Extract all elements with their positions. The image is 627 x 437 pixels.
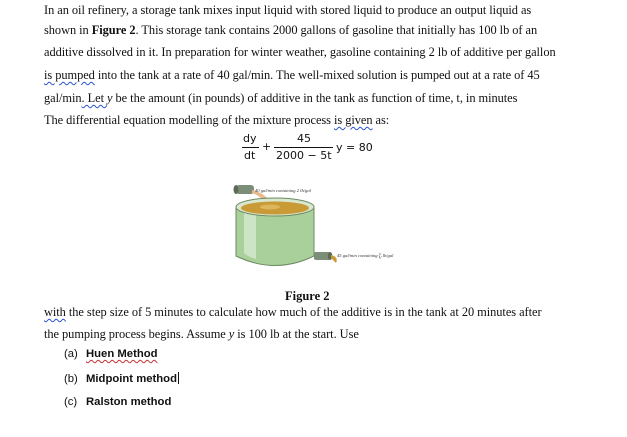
outflow-label-unit: lb/gal bbox=[382, 253, 394, 259]
text-run: In an oil refinery, a storage tank mixes input liquid with stored liquid to produce an output liquid as bbox=[44, 3, 532, 17]
text-cursor bbox=[178, 372, 179, 384]
text-run: The differential equation modelling of the mixture process bbox=[44, 113, 334, 127]
outflow-frac-num: y bbox=[379, 251, 382, 256]
inflow-pipe-end bbox=[234, 185, 239, 194]
task-line-1 bbox=[44, 305, 542, 319]
method-name[interactable]: Midpoint method bbox=[86, 373, 177, 385]
method-label: (c) bbox=[64, 396, 78, 408]
outflow-fraction bbox=[379, 252, 382, 260]
eq-dy: dy bbox=[243, 132, 257, 145]
tank-highlight bbox=[244, 212, 256, 259]
inflow-pipe bbox=[236, 185, 254, 194]
text-run: additive dissolved in it. In preparation for winter weather, gasoline containing 2 lb of additive per gallon bbox=[44, 45, 556, 59]
grammar-flagged-text: is given bbox=[333, 113, 373, 127]
method-label: (a) bbox=[64, 348, 78, 360]
text-run: the step size of 5 minutes to calculate how much of the additive is in the tank at 20 minutes after bbox=[65, 305, 542, 319]
task-line-2 bbox=[44, 327, 359, 341]
variable-y: y bbox=[107, 91, 113, 105]
figure-reference: Figure 2 bbox=[91, 23, 136, 37]
method-name: Ralston method bbox=[86, 396, 172, 408]
grammar-flagged-text: . Let bbox=[81, 91, 108, 105]
text-run: be the amount (in pounds) of additive in the tank as function of time, t, in minutes bbox=[112, 91, 518, 105]
method-item-a bbox=[64, 348, 158, 360]
text-run: as: bbox=[372, 113, 390, 127]
eq-plus: + bbox=[262, 140, 272, 153]
text-run: into the tank at a rate of 40 gal/min. The well-mixed solution is pumped out at a rate of 45 bbox=[94, 68, 540, 82]
method-item-c bbox=[64, 396, 171, 408]
liquid-shine bbox=[260, 205, 280, 210]
method-name: Huen Method bbox=[86, 348, 158, 360]
grammar-flagged-text: with bbox=[44, 305, 66, 319]
variable-y: y bbox=[228, 327, 235, 341]
eq-rhs: y = 80 bbox=[336, 141, 373, 154]
text-run: is 100 lb at the start. Use bbox=[234, 327, 359, 341]
outflow-frac-den: V bbox=[378, 255, 382, 260]
outflow-label bbox=[337, 252, 393, 260]
outflow-label-text: 45 gal/min containing bbox=[337, 253, 378, 259]
eq-dt: dt bbox=[244, 149, 256, 162]
method-item-b[interactable] bbox=[64, 372, 179, 385]
grammar-flagged-text: is pumped bbox=[44, 68, 95, 82]
outflow-stream bbox=[331, 255, 337, 263]
text-run: shown in bbox=[44, 23, 92, 37]
outflow-pipe bbox=[314, 252, 330, 260]
eq-denominator: 2000 − 5t bbox=[276, 149, 332, 162]
text-run: the pumping process begins. Assume bbox=[44, 327, 229, 341]
text-run: . This storage tank contains 2000 gallons of gasoline that initially has 100 lb of an bbox=[135, 23, 538, 37]
method-label: (b) bbox=[64, 373, 78, 385]
eq-numerator: 45 bbox=[297, 132, 311, 145]
text-run: gal/min bbox=[44, 91, 82, 105]
inflow-label: 40 gal/min containing 2 lb/gal bbox=[255, 188, 311, 193]
figure-caption: Figure 2 bbox=[285, 289, 330, 303]
